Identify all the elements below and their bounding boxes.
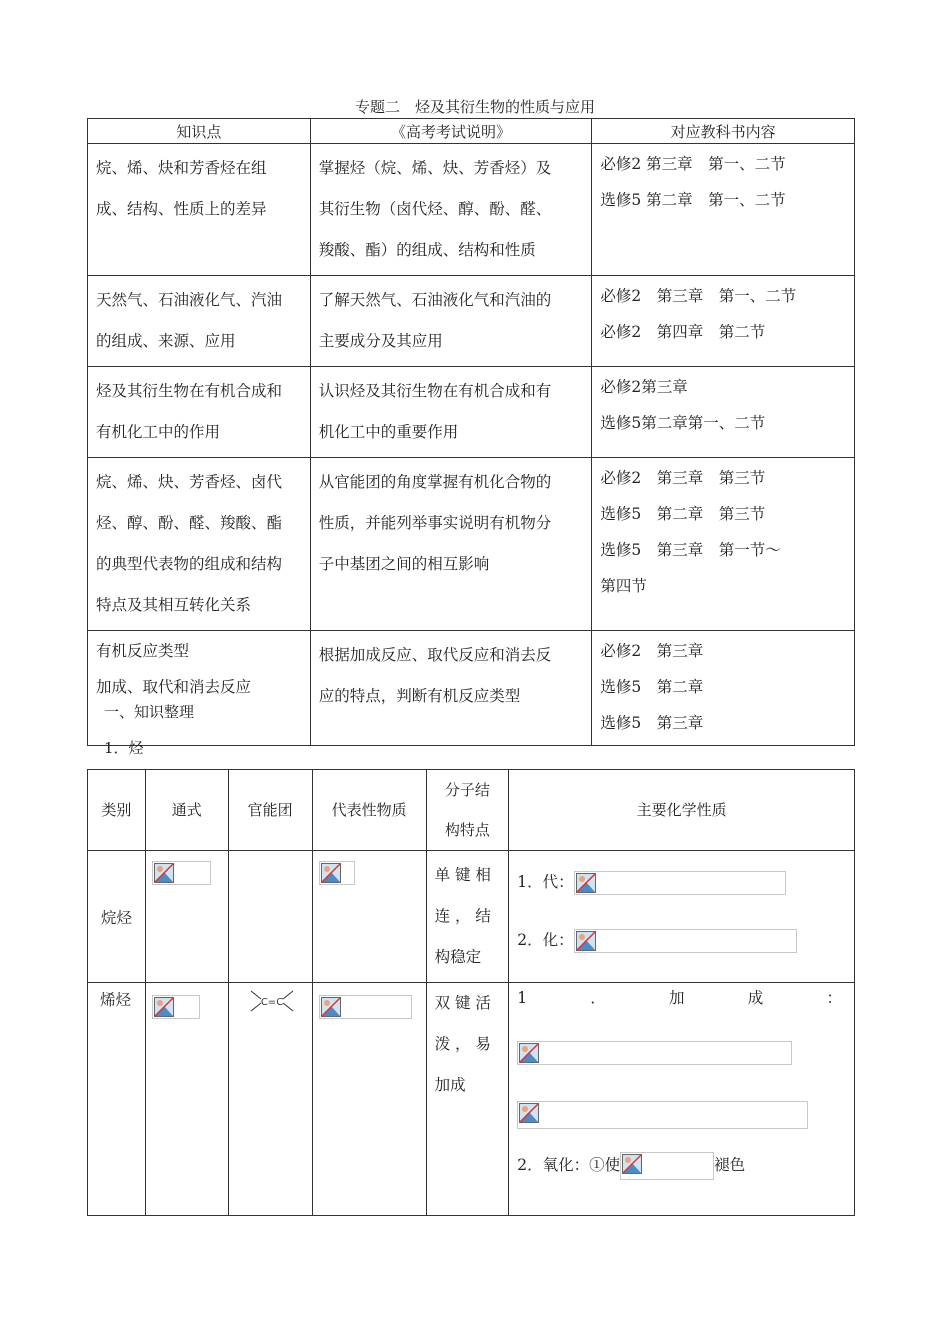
knowledge-cell: 烷、烯、炔、芳香烃、卤代 烃、醇、酚、醛、羧酸、酯 的典型代表物的组成和结构 特点及其相互转化关系 (88, 458, 311, 631)
header-formula: 通式 (145, 770, 228, 851)
header-representative: 代表性物质 (312, 770, 426, 851)
property-image (620, 1152, 714, 1180)
table-row (88, 983, 855, 1216)
image-placeholder-icon (576, 873, 596, 893)
representative-image (319, 861, 355, 885)
property-image (574, 929, 797, 953)
category-cell: 烷烃 (88, 851, 146, 983)
image-placeholder-icon (519, 1103, 539, 1123)
table-header-row (88, 770, 855, 851)
textbook-cell: 必修2 第三章 第三节 选修5 第二章 第三节 选修5 第三章 第一节～ 第四节 (592, 458, 855, 631)
structure-cell: 双 键 活 泼 ， 易 加成 (426, 983, 509, 1216)
subsection-heading: 1．烃 (104, 739, 144, 757)
textbook-cell: 必修2第三章 选修5第二章第一、二节 (592, 367, 855, 458)
requirement-cell: 掌握烃（烷、烯、炔、芳香烃）及 其衍生物（卤代烃、醇、酚、醛、 羧酸、酯）的组成、结构和性质 (310, 144, 592, 276)
header-knowledge: 知识点 (88, 119, 311, 144)
table-row (88, 276, 855, 367)
header-requirement: 《高考考试说明》 (310, 119, 592, 144)
category-cell: 烯烃 (88, 983, 146, 1216)
table-row (88, 144, 855, 276)
image-placeholder-icon (321, 863, 341, 883)
syllabus-table (87, 118, 855, 746)
representative-cell (312, 983, 426, 1216)
functional-group-cell (228, 851, 312, 983)
properties-cell: 1．代： 2．化： (509, 851, 855, 983)
knowledge-cell: 有机反应类型 加成、取代和消去反应 (88, 631, 311, 746)
requirement-cell: 了解天然气、石油液化气和汽油的 主要成分及其应用 (310, 276, 592, 367)
property-image (517, 1041, 792, 1065)
double-bond-structure-icon (249, 987, 295, 1017)
formula-image (152, 995, 200, 1019)
property-image (517, 1101, 808, 1129)
structure-cell: 单 键 相 连 ， 结 构稳定 (426, 851, 509, 983)
knowledge-cell: 烃及其衍生物在有机合成和 有机化工中的作用 (88, 367, 311, 458)
oxidation-line: 2．氧化：①使 褪色 (509, 1129, 854, 1180)
header-textbook: 对应教科书内容 (592, 119, 855, 144)
representative-image (319, 995, 412, 1019)
table-row (88, 367, 855, 458)
property-image (574, 871, 786, 895)
header-functional-group: 官能团 (228, 770, 312, 851)
table-header-row (88, 119, 855, 144)
addition-line: 1 ． 加 成 ： (517, 989, 842, 1007)
knowledge-cell: 烷、烯、炔和芳香烃在组 成、结构、性质上的差异 (88, 144, 311, 276)
table-row (88, 851, 855, 983)
header-structure: 分子结 构特点 (426, 770, 509, 851)
table-row (88, 458, 855, 631)
formula-cell (145, 851, 228, 983)
formula-cell (145, 983, 228, 1216)
functional-group-label: C=C (260, 997, 283, 1008)
requirement-cell: 根据加成反应、取代反应和消去反 应的特点，判断有机反应类型 (310, 631, 592, 746)
header-category: 类别 (88, 770, 146, 851)
table-row (88, 631, 855, 746)
knowledge-cell: 天然气、石油液化气、汽油 的组成、来源、应用 (88, 276, 311, 367)
properties-cell (509, 983, 855, 1216)
header-properties: 主要化学性质 (509, 770, 855, 851)
page-title: 专题二 烃及其衍生物的性质与应用 (354, 98, 595, 116)
image-placeholder-icon (154, 863, 174, 883)
functional-group-cell (228, 983, 312, 1216)
formula-image (152, 861, 211, 885)
textbook-cell: 必修2 第三章 第一、二节 必修2 第四章 第二节 (592, 276, 855, 367)
requirement-cell: 从官能团的角度掌握有机化合物的 性质，并能列举事实说明有机物分 子中基团之间的相互影响 (310, 458, 592, 631)
image-placeholder-icon (622, 1154, 642, 1174)
image-placeholder-icon (321, 997, 341, 1017)
image-placeholder-icon (576, 931, 596, 951)
textbook-cell: 必修2 第三章 第一、二节 选修5 第二章 第一、二节 (592, 144, 855, 276)
image-placeholder-icon (154, 997, 174, 1017)
requirement-cell: 认识烃及其衍生物在有机合成和有 机化工中的重要作用 (310, 367, 592, 458)
image-placeholder-icon (519, 1043, 539, 1063)
section-heading: 一、知识整理 (104, 703, 195, 721)
representative-cell (312, 851, 426, 983)
hydrocarbon-table (87, 769, 855, 1216)
textbook-cell: 必修2 第三章 选修5 第二章 选修5 第三章 (592, 631, 855, 746)
